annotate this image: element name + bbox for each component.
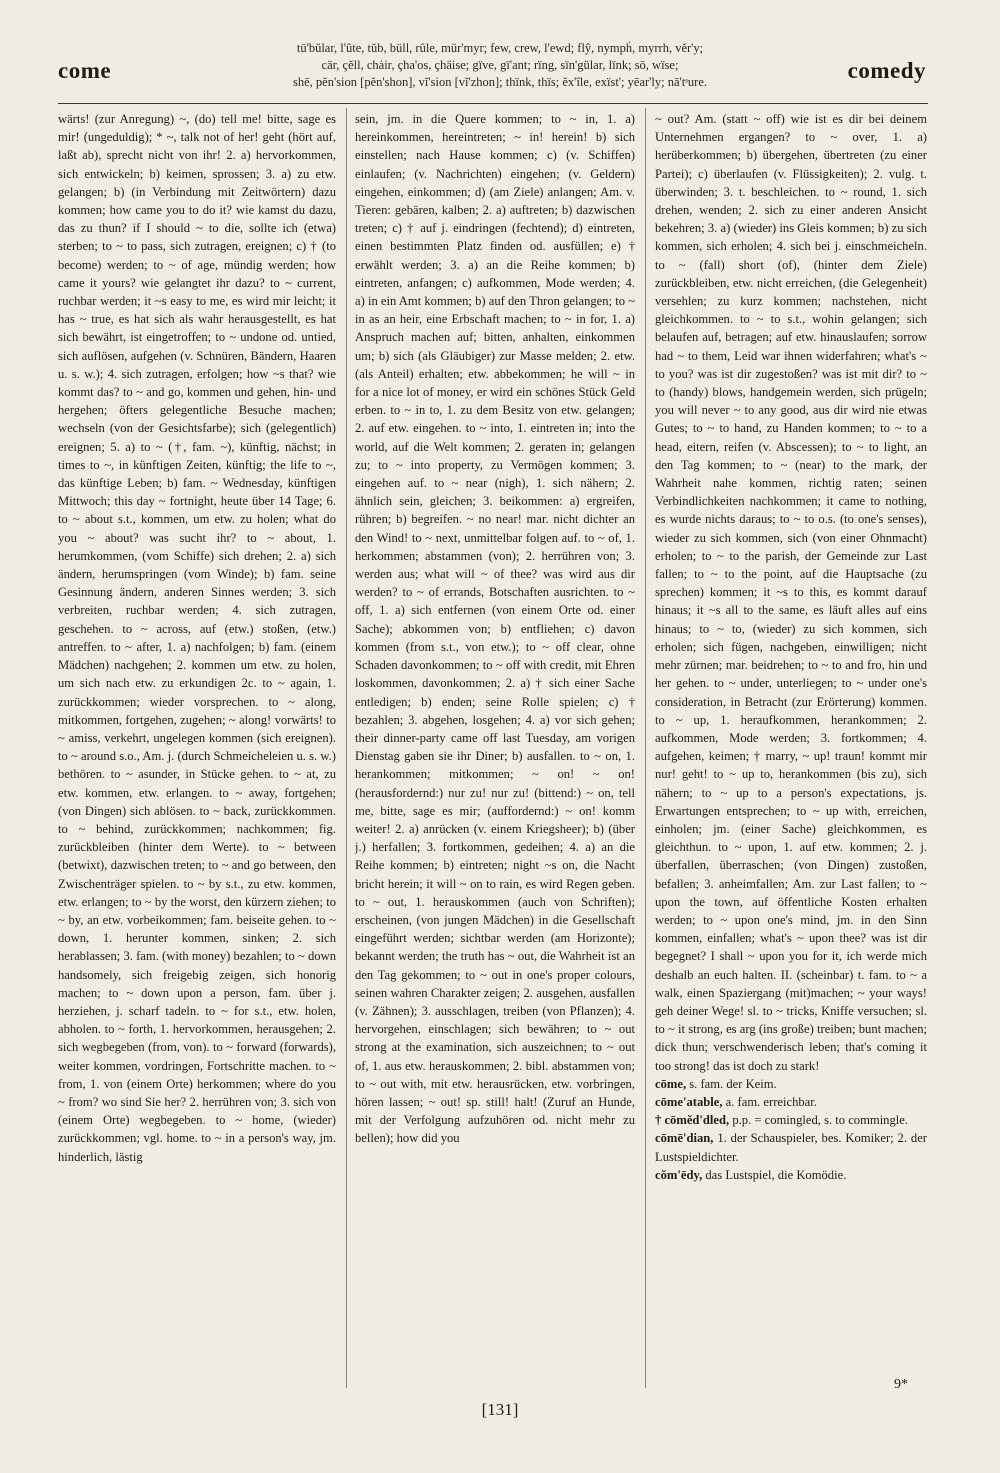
entry-headword: cōme, [655,1076,687,1091]
column-divider [346,108,347,1388]
pronunciation-key [200,40,800,91]
entry-headword: cōmē'dian, [655,1131,714,1146]
header-rule [58,103,928,104]
column-text: ~ out? Am. (statt ~ off) wie ist es dir bei deinem Unternehmen ergangen? to ~ over, 1. a) herüberkommen; b) übergehen, übertreten (zu einer Partei); c) überlaufen (v. Flüssigkeiten); 2. vulg. t. überwinden; 3. t. beschleichen. to ~ round, 1. sich drehen, wenden; 2. sich zu einer anderen Ansicht bekehren; 3. a) (wieder) ins Gleis kommen; b) zu sich kommen, sich erholen; 4. sich bei j. einschmeicheln. to ~ (fall) short (of), (hinter dem Ziele) zurückbleiben, etw. nicht erreichen, (die Gelegenheit) versehlen; zu kurz kommen; nachstehen, nicht gleichkommen. to ~ to s.t., wohin gelangen; sich belaufen auf, betragen; auf etw. hinauslaufen; sorrow had ~ to them, Leid war ihnen widerfahren; what's ~ to you? was ist dir zugestoßen? was ist mit dir? to ~ to (handy) blows, handgemein werden, sich prügeln; you will never ~ to any good, aus dir wird nie etwas Gutes; to ~ to hand, zu Handen kommen; to ~ to a head, eitern, reifen (v. Abscessen); to ~ to light, an den Tag kommen; to ~ (near) to the mark, der Wahrheit nahe kommen, richtig raten; seinen Verbindlichkeiten nachkommen; it came to nothing, es wurde nichts daraus; to ~ to o.s. (to one's senses), wieder zu sich kommen, sich (von einer Ohnmacht) erholen; to ~ to the parish, der Gemeinde zur Last fallen; to ~ to the point, auf die Hauptsache (zu sprechen) kommen; it ~s to this, es kommt darauf hinaus; it ~s all to the same, es läuft alles auf eins hinaus; to ~ to, (wieder) zu sich kommen, sich erholen; sich fügen, nachgeben, einwilligen; nicht mehr zürnen; mar. beidrehen; to ~ to and fro, hin und her gehen. to ~ under, unterliegen; to ~ under one's consideration, in Betracht (zur Erörterung) kommen. to ~ up, 1. heraufkommen, herankommen; 2. aufkommen, Mode werden; 3. fortkommen; 4. aufgehen, keimen; † marry, ~ up! traun! kommt mir nur! geht! to ~ up to, herankommen (bis zu), sich nähern; to ~ up to a person's expectations, js. Erwartungen entsprechen; to ~ up with, erreichen, einholen; jm. (einer Sache) gleichkommen, es gleichthun. to ~ upon, 1. auf etw. kommen; 2. j. überfallen, überraschen; (von Dingen) zustoßen, befallen; 3. anheimfallen; Am. zur Last fallen; to ~ upon the town, auf öffentliche Kosten erhalten werden; to ~ upon one's mind, jm. in den Sinn kommen, einfallen; what's ~ upon thee? was ist dir begegnet? I shall ~ upon you for it, ich werde mich deshalb an euch halten. II. (scheinbar) t. fam. to ~ a walk, einen Spaziergang (mit)machen; ~ your ways! geh deiner Wege! sl. to ~ tricks, Kniffe versuchen; sl. to ~ it strong, es arg (ins große) treiben; bunt machen; dick thun; verschwenderisch leben; that's coming it too strong! das ist doch zu stark! [655,112,927,1073]
running-head-left: come [58,58,112,83]
entry-text: 1. der Schauspieler, bes. Komiker; 2. der Lustspieldichter. [655,1131,927,1164]
column-divider [645,108,646,1388]
dictionary-entry [655,1093,927,1111]
column-text: sein, jm. in die Quere kommen; to ~ in, 1. a) hereinkommen, hereintreten; ~ in! herein! b) sich einstellen; nach Hause kommen; c) (v. Schiffen) einlaufen; (v. Nachrichten) eingehen; (v. Geldern) eingehen, einkommen; d) (am Ziele) anlangen; Am. v. Tieren: gebären, kalben; 2. a) auftreten; b) dazwischen treten; c) † auf j. eindringen (fechtend); d) eintreten, einen bestimmten Platz finden od. ausfüllen; e) † erwählt werden; 3. a) an die Reihe kommen; b) eintreten, anfangen; c) aufkommen, Mode werden; 4. a) in ein Amt kommen; b) auf den Thron gelangen; to ~ in as an heir, eine Erbschaft machen; to ~ in for, 1. a) Anspruch machen auf; bitten, anhalten, einkommen um; b) sich (als Gläubiger) zur Masse melden; 2. etw. (als Anteil) erhalten; etw. abbekommen; he will ~ in for a nice lot of money, er wird ein schönes Stück Geld erben. to ~ in to, 1. zu dem Besitz von etw. gelangen; 2. auf etw. eingehen. to ~ into, 1. eintreten in; into the world, auf die Welt kommen; 2. geraten in; gelangen zu; to ~ into property, zu Vermögen kommen; 3. eingehen auf. to ~ near (nigh), 1. sich nähern; 2. ähnlich sein, gleichen; 3. beikommen: a) ergreifen, rühren; b) begreifen. ~ no near! mar. nicht dichter an den Wind! to ~ next, unmittelbar folgen auf. to ~ of, 1. herkommen; abstammen (von); 2. herrühren von; 3. werden aus; what will ~ of thee? was wird aus dir werden? to ~ of errands, Botschaften ausrichten. to ~ off, 1. a) sich entfernen (von einem Orte od. einer Sache); abkommen von; b) entfliehen; c) davon kommen (from s.t., von etw.); to ~ off clear, ohne Schaden davonkommen; to ~ off with credit, mit Ehren loskommen, davonkommen; 2. a) † sich einer Sache entledigen; b) enden; seine Rolle spielen; c) † bezahlen; 3. abgehen, losgehen; 4. a) vor sich gehen; their dinner-party came off last Tuesday, am vorigen Dienstag gaben sie ihr Diner; b) ausfallen. to ~ on, 1. herankommen; mitkommen; ~ on! ~ on! (herausfordernd:) nur zu! nur zu! (bittend:) ~ on, tell me, bitte, sage es mir; (auffordernd:) ~ on! komm weiter! 2. a) anrücken (v. einem Kriegsheer); b) (über j.) herfallen; 3. fortkommen, gedeihen; 4. a) an die Reihe kommen; b) eintreten; night ~s on, die Nacht bricht herein; it will ~ on to rain, es wird Regen geben. to ~ out, 1. herauskommen (auch von Schriften); erscheinen, (von jungen Mädchen) in die Gesellschaft eingeführt werden; sichtbar werden (am Horizonte); bekannt werden; the truth has ~ out, die Wahrheit ist an den Tag gekommen; to ~ out in one's proper colours, seinen wahren Charakter zeigen; 2. ausgehen, ausfallen (v. Zähnen); 3. ausschlagen, treiben (von Pflanzen); 4. hervorgehen, einschlagen; sich bewähren; to ~ out strong at the examination, sich auszeichnen; to ~ out of, 1. aus etw. herauskommen; 2. bibl. abstammen von; to ~ out with, mit etw. herausrücken, etw. vorbringen, hören lassen; ~ out! sp. still! halt! (Zuruf an Hunde, mit der Verfolgung aufzuhören od. nicht mehr zu bellen); how did you [355,112,635,1146]
dictionary-entry [655,1129,927,1165]
dictionary-entry [655,1166,927,1184]
entry-text: s. fam. der Keim. [686,1076,777,1091]
signature-mark: 9* [894,1377,908,1392]
entry-headword: † cōmĕd'dled, [655,1113,730,1128]
entry-headword: cōme'atable, [655,1094,723,1109]
text-column-1 [58,110,336,1387]
entry-headword: cŏm'ēdy, [655,1167,703,1182]
text-column-3 [655,110,927,1387]
entry-text: a. fam. erreichbar. [722,1094,817,1109]
running-head-right: comedy [847,58,926,83]
entry-text: das Lustspiel, die Komödie. [702,1167,847,1182]
text-column-2 [355,110,635,1387]
dictionary-entry [655,1111,927,1129]
pronunciation-line: tū'bülar, l'ûte, tŭb, büll, rûle, mür'myr; few, crew, l'ewd; flŷ, nympḣ, myrrh, vĕr'y; [296,41,704,55]
page-number: [131] [481,1400,519,1419]
dictionary-entry [655,1075,927,1093]
column-text: wärts! (zur Anregung) ~, (do) tell me! bitte, sage es mir! (ungeduldig); * ~, talk not of her! geht (hört auf, laßt ab), sprecht nicht von ihr! 2. a) hervorkommen, sich entwickeln; b) keimen, sprossen; 3. a) zu etw. gelangen; b) (in Verbindung mit Zeitwörtern) dazu kommen; how came you to do it? wie kamst du dazu, das zu thun? if I should ~ to die, sollte ich (etwa) sterben; to ~ to pass, sich zutragen, ereignen; c) † (to become) werden; to ~ of age, mündig werden; how came it yours? wie gelangtet ihr dazu? to ~ current, ruchbar werden; it ~s easy to me, es wird mir leicht; it has ~ true, es hat sich als wahr herausgestellt, es hat sich bewährt, ist eingetroffen; to ~ undone od. untied, sich auflösen, aufgehen (v. Schnüren, Bändern, Haaren u. s. w.); 4. sich zutragen, erfolgen; how ~s that? wie kommt das? to ~ and go, kommen und gehen, hin- und hergehen; öfters gelegentliche Besuche machen; wechseln (von der Gesichtsfarbe); sich (gelegentlich) ereignen; 5. a) to ~ (†, fam. ~), künftig, nächst; in times to ~, in künftigen Zeiten, künftig; the life to ~, das künftige Leben; b) fam. ~ Wednesday, künftigen Mittwoch; this day ~ fortnight, heute über 14 Tage; 6. to ~ about s.t., kommen, um etw. zu holen; what do you ~ about? was sucht ihr? to ~ about, 1. herumkommen, (vom Schiffe) sich drehen; 2. a) sich ändern, herumspringen (vom Winde); b) fam. seine Gesinnung ändern, anderen Sinnes werden; 3. sich verbreiten, ruchbar werden; 4. sich zutragen, geschehen. to ~ across, auf (etw.) stoßen, (etw.) antreffen. to ~ after, 1. a) nachfolgen; b) fam. (einem Mädchen) nachgehen; 2. kommen um etw. zu holen, um sich nach etw. zu erkundigen 2c. to ~ again, 1. zurückkommen; wieder vorsprechen. to ~ along, mitkommen, fortgehen, zugehen; ~ along! vorwärts! to ~ amiss, verkehrt, ungelegen kommen (sich ereignen). to ~ around s.o., Am. j. (durch Schmeicheleien u. s. w.) bethören. to ~ asunder, in Stücke gehen. to ~ at, zu etw. kommen, etw. erlangen. to ~ away, fortgehen; (von Dingen) sich ablösen. to ~ back, zurückkommen. to ~ behind, zurückkommen; nachkommen; fig. zurückbleiben (hinter dem Werte). to ~ between (betwixt), dazwischen treten; to ~ and go between, den Zwischenträger spielen. to ~ by s.t., zu etw. kommen, etw. erlangen; to ~ by the worst, den kürzern ziehen; to ~ by, an etw. vorbeikommen; fam. beiseite gehen. to ~ down, 1. herunter kommen, sinken; 2. sich herablassen; 3. fam. (with money) bezahlen; to ~ down handsomely, sich freigebig zeigen, sich honorig machen; to ~ down upon a person, fam. über j. herziehen, j. scharf tadeln. to ~ for s.t., etw. holen, abholen. to ~ forth, 1. hervorkommen, herausgehen; 2. sich wegbegeben (from, von). to ~ forward (forwards), weiter kommen, vordringen, Fortschritte machen. to ~ from, 1. von (einem Orte) herkommen; where do you ~ from? wo sind Sie her? 2. herrühren von; 3. sich von (einem Orte) wegbegeben. to ~ home, (wieder) zurückkommen; vgl. home. to ~ in a person's way, jm. hinderlich, lästig [58,112,336,1164]
pronunciation-line: cär, çĕll, chȧir, çha'os, çhäise; gïve, gï'ant; rïng, sïn'gülar, lïnk; sō, wïse; [321,58,679,72]
pronunciation-line: shē, pĕn'sion [pĕn'shon], vĭ'sion [vĭ'zhon]; thïnk, thïs; ĕx'île, exïst'; yēar'ly; nā'tˢure. [292,75,707,89]
entry-text: p.p. = comingled, s. to commingle. [729,1113,909,1128]
